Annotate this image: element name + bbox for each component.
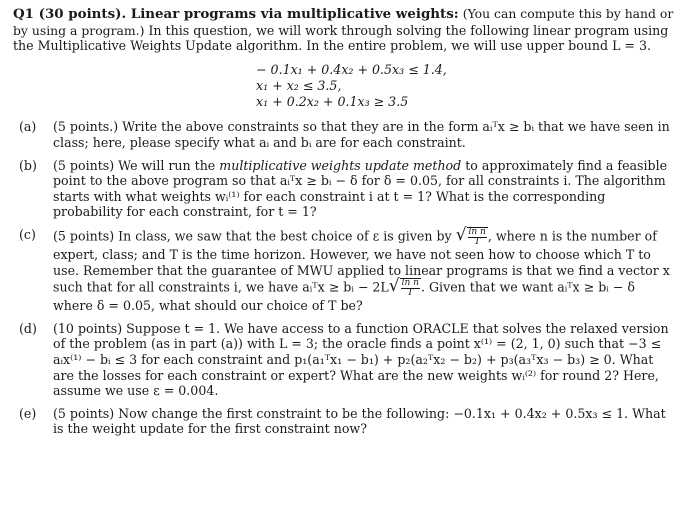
part-label: (c) (19, 226, 36, 242)
method-name: multiplicative weights update method (219, 157, 462, 173)
sqrt-denominator: T (474, 236, 481, 247)
part-text-start: (5 points) In class, we saw that the best choice of ε is given by (53, 228, 452, 244)
part-text-end: . Given that we want aᵢᵀx ≥ bᵢ − δ where δ = 0.05, what should our choice of T be? (53, 279, 635, 314)
linear-program (13, 62, 678, 111)
sqrt-formula: √ $\frac{\text{ln n}}{T}$ (388, 276, 419, 299)
part-label: (e) (19, 405, 37, 421)
part-c (13, 224, 678, 314)
part-e (13, 406, 678, 437)
part-text: (5 points) Now change the first constraint to be the following: −0.1x₁ + 0.4x₂ + 0.5x₃ ≤ 1. What is the weight update for the first constraint now? (53, 405, 666, 437)
problem-header (13, 6, 678, 54)
part-text-end: to approximately find a feasible point to the above program so that aᵢᵀx ≥ bᵢ − δ for δ = 0.05, for all constraints i. The algorithm starts with what weights wᵢ⁽¹⁾ for each constraint i at t = 1? What is the corresponding probability for each constraint, for t = 1? (53, 157, 668, 220)
constraint-3: x₁ + 0.2x₂ + 0.1x₃ ≥ 3.5 (256, 94, 409, 110)
problem-note: (You can compute this by hand or by using a program.) (13, 6, 674, 38)
part-text-mid: , where n is the number of expert, (53, 228, 657, 262)
part-label: (a) (19, 119, 37, 135)
part-text (53, 158, 678, 220)
part-b (13, 158, 678, 220)
sqrt-numerator: ln n (468, 226, 486, 237)
part-label: (d) (19, 320, 37, 336)
part-text-middle: class; and T is the time horizon. However, we have not seen how to choose which T to use. Remember that the guarantee of MWU applied to linear programs is that we find a vector x such that for all (53, 246, 670, 295)
constraint-2: x₁ + x₂ ≤ 3.5, (256, 77, 342, 93)
problem-title: Q1 (30 points). Linear programs via multiplicative weights: (13, 6, 459, 22)
part-text-constraint: constraints i, we have aᵢᵀx ≥ bᵢ − 2L (158, 279, 389, 295)
part-a (13, 119, 678, 150)
part-text: (5 points.) Write the above constraints so that they are in the form aᵢᵀx ≥ bᵢ that we have seen in class; here, please specify what aᵢ and bᵢ are for each constraint. (53, 119, 670, 150)
sqrt-numerator: ln n (401, 278, 419, 289)
part-text: (10 points) Suppose t = 1. We have access to a function ORACLE that solves the relaxed version of the problem (as in part (a)) with L = 3; the oracle finds a point x⁽¹⁾ = (2, 1, 0) such that −3 ≤ aᵢx⁽¹⁾ − bᵢ ≤ 3 for each constraint and p₁(a₁ᵀx₁ − b₁) + p₂(a₂ᵀx₂ − b₂) + p₃(a₃ᵀx₃ − b₃) ≥ 0. What are the losses for each constraint or expert? What are the new weights wᵢ⁽²⁾ for round 2? Here, assume we use ε = 0.004. (53, 320, 669, 399)
part-d (13, 321, 678, 399)
part-text (53, 224, 678, 314)
sqrt-formula: √ $\frac{\text{ln n}}{T}$ (455, 224, 486, 247)
problem-intro: In this question, we will work through solving the following linear program using the Multiplicative Weights Update algorithm. In the entire problem, we will use upper bound L = 3. (13, 22, 669, 54)
part-text-start: (5 points) We will run the (53, 157, 220, 173)
question-parts (13, 119, 678, 437)
sqrt-denominator: T (407, 288, 414, 299)
constraint-1: − 0.1x₁ + 0.4x₂ + 0.5x₃ ≤ 1.4, (256, 61, 447, 77)
part-label: (b) (19, 157, 37, 173)
